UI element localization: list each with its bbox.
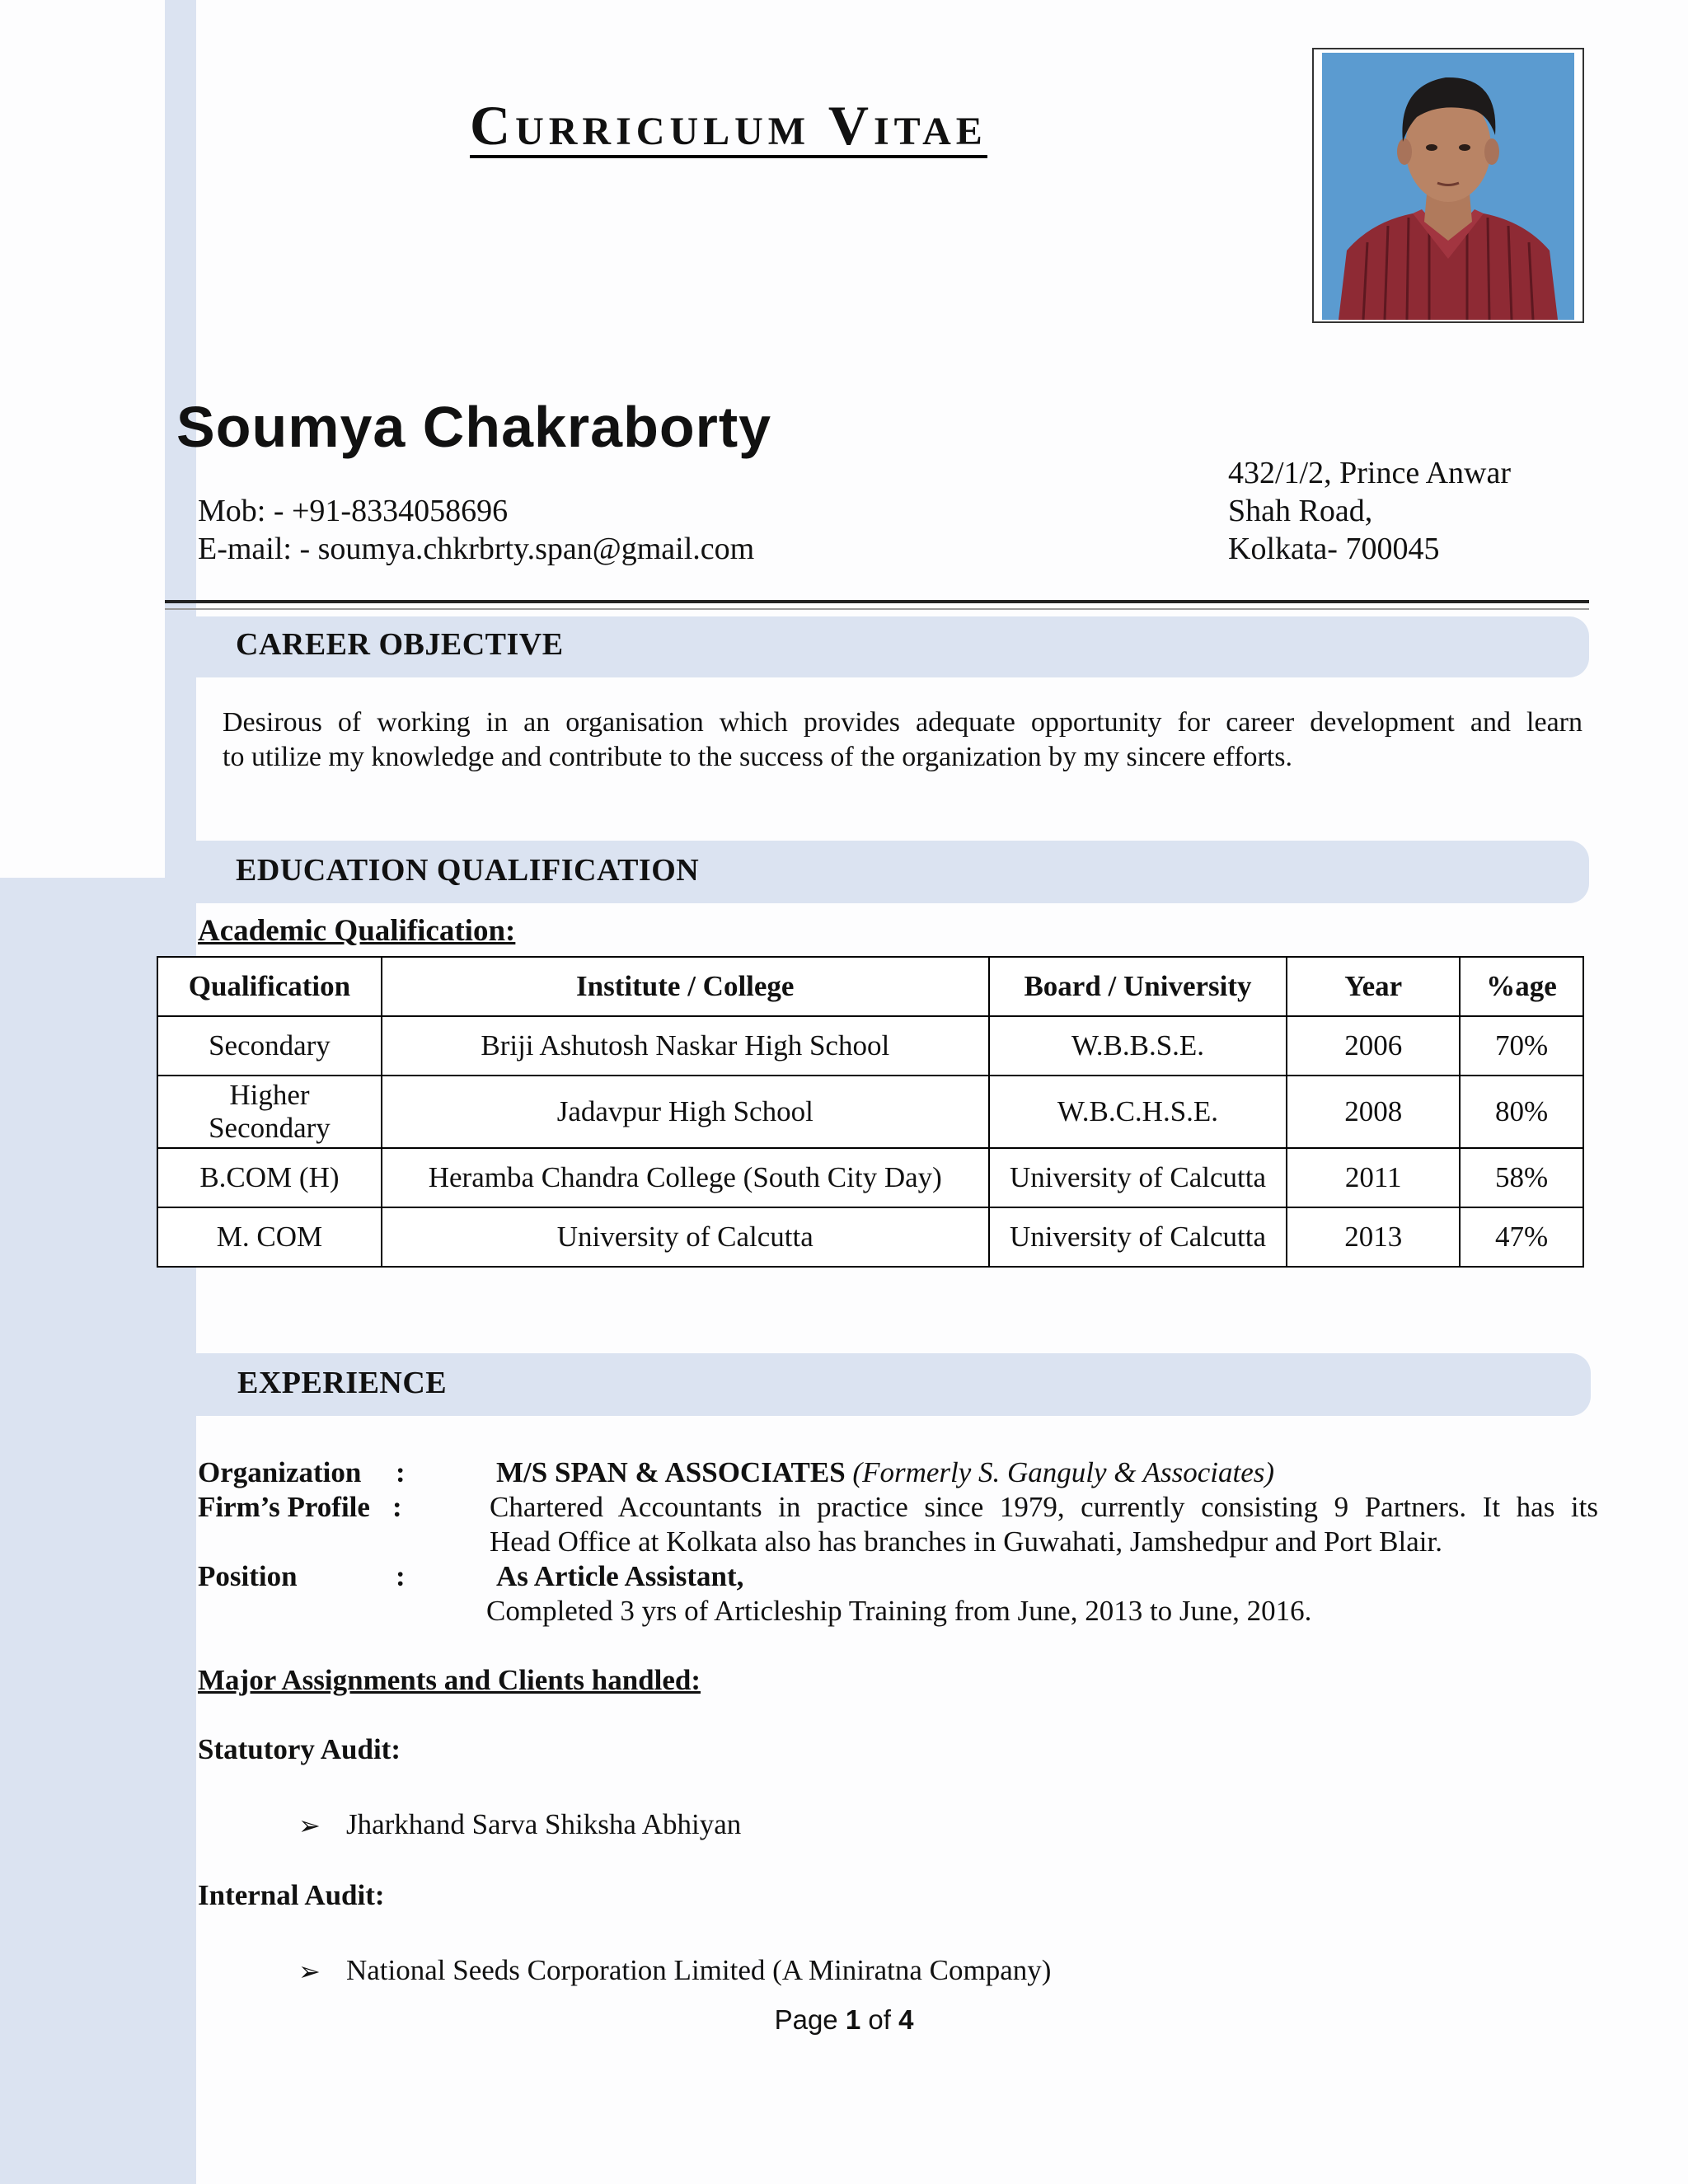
statutory-audit-heading: Statutory Audit: [198,1733,401,1765]
cell-year: 2008 [1287,1076,1460,1148]
position-label: Position [198,1560,298,1592]
internal-audit-heading: Internal Audit: [198,1879,385,1911]
career-objective-line-2: to utilize my knowledge and contribute to the success of the organization by my sincere efforts. [223,742,1292,772]
header-divider [165,600,1589,603]
cell-percentage: 58% [1460,1148,1583,1207]
assignments-heading: Major Assignments and Clients handled: [198,1664,701,1696]
cell-percentage: 80% [1460,1076,1583,1148]
portrait-illustration [1322,53,1574,320]
cell-qualification: Secondary [157,1016,382,1076]
cell-institute: Heramba Chandra College (South City Day) [382,1148,989,1207]
address-line-1: 432/1/2, Prince Anwar [1228,456,1512,490]
mobile-number: Mob: - +91-8334058696 [198,494,509,528]
cell-institute: Jadavpur High School [382,1076,989,1148]
table-row [157,1016,1583,1076]
page-footer [0,2004,1688,2036]
cell-institute: Briji Ashutosh Naskar High School [382,1016,989,1076]
organization-name: M/S SPAN & ASSOCIATES [496,1456,846,1488]
column-header-percentage: %age [1460,957,1583,1016]
header-divider-thin [165,608,1589,610]
arrow-bullet-icon: ➢ [298,1810,321,1841]
cell-percentage: 47% [1460,1207,1583,1267]
cell-board: University of Calcutta [989,1148,1287,1207]
column-header-board: Board / University [989,957,1287,1016]
total-page-count: 4 [898,2004,914,2035]
education-table [157,956,1584,1268]
statutory-audit-item: Jharkhand Sarva Shiksha Abhiyan [346,1808,742,1840]
cell-year: 2006 [1287,1016,1460,1076]
address-line-2: Shah Road, [1228,494,1373,528]
arrow-bullet-icon: ➢ [298,1956,321,1987]
column-header-year: Year [1287,957,1460,1016]
career-objective-heading: CAREER OBJECTIVE [236,627,564,662]
of-word: of [868,2004,891,2035]
cell-qualification: Higher Secondary [157,1076,382,1148]
firm-profile-label: Firm’s Profile [198,1491,370,1523]
firm-profile-colon: : [392,1491,402,1523]
experience-heading: EXPERIENCE [237,1366,448,1400]
organization-value [496,1456,1274,1489]
cell-year: 2011 [1287,1148,1460,1207]
candidate-name: Soumya Chakraborty [176,395,772,459]
document-title: Curriculum Vitae [470,94,987,157]
internal-audit-item: National Seeds Corporation Limited (A Miniratna Company) [346,1954,1052,1986]
firm-profile-line-2: Head Office at Kolkata also has branches in Guwahati, Jamshedpur and Port Blair. [490,1526,1442,1558]
education-heading: EDUCATION QUALIFICATION [236,853,700,888]
current-page-number: 1 [845,2004,861,2035]
organization-colon: : [396,1456,406,1488]
firm-profile-line-1: Chartered Accountants in practice since 1979, currently consisting 9 Partners. It has its [490,1491,1598,1523]
profile-photo [1312,48,1584,323]
cell-percentage: 70% [1460,1016,1583,1076]
column-header-institute: Institute / College [382,957,989,1016]
table-row [157,1076,1583,1148]
photo-background [1322,53,1574,320]
email-address: E-mail: - soumya.chkrbrty.span@gmail.com [198,532,755,566]
cell-institute: University of Calcutta [382,1207,989,1267]
cell-board: W.B.C.H.S.E. [989,1076,1287,1148]
cell-board: University of Calcutta [989,1207,1287,1267]
cell-qualification: B.COM (H) [157,1148,382,1207]
table-row [157,1148,1583,1207]
career-objective-line-1: Desirous of working in an organisation which provides adequate opportunity for career development and learn [223,707,1582,738]
column-header-qualification: Qualification [157,957,382,1016]
organization-label: Organization [198,1456,362,1488]
table-header-row [157,957,1583,1016]
page-word: Page [774,2004,838,2035]
position-colon: : [396,1560,406,1592]
cell-board: W.B.B.S.E. [989,1016,1287,1076]
academic-qualification-subheading: Academic Qualification: [198,914,516,948]
position-value: As Article Assistant, [496,1560,744,1592]
table-row [157,1207,1583,1267]
cell-qualification: M. COM [157,1207,382,1267]
organization-formerly: (Formerly S. Ganguly & Associates) [852,1456,1275,1488]
position-detail: Completed 3 yrs of Articleship Training from June, 2013 to June, 2016. [486,1595,1312,1627]
address-line-3: Kolkata- 700045 [1228,532,1440,566]
cell-year: 2013 [1287,1207,1460,1267]
